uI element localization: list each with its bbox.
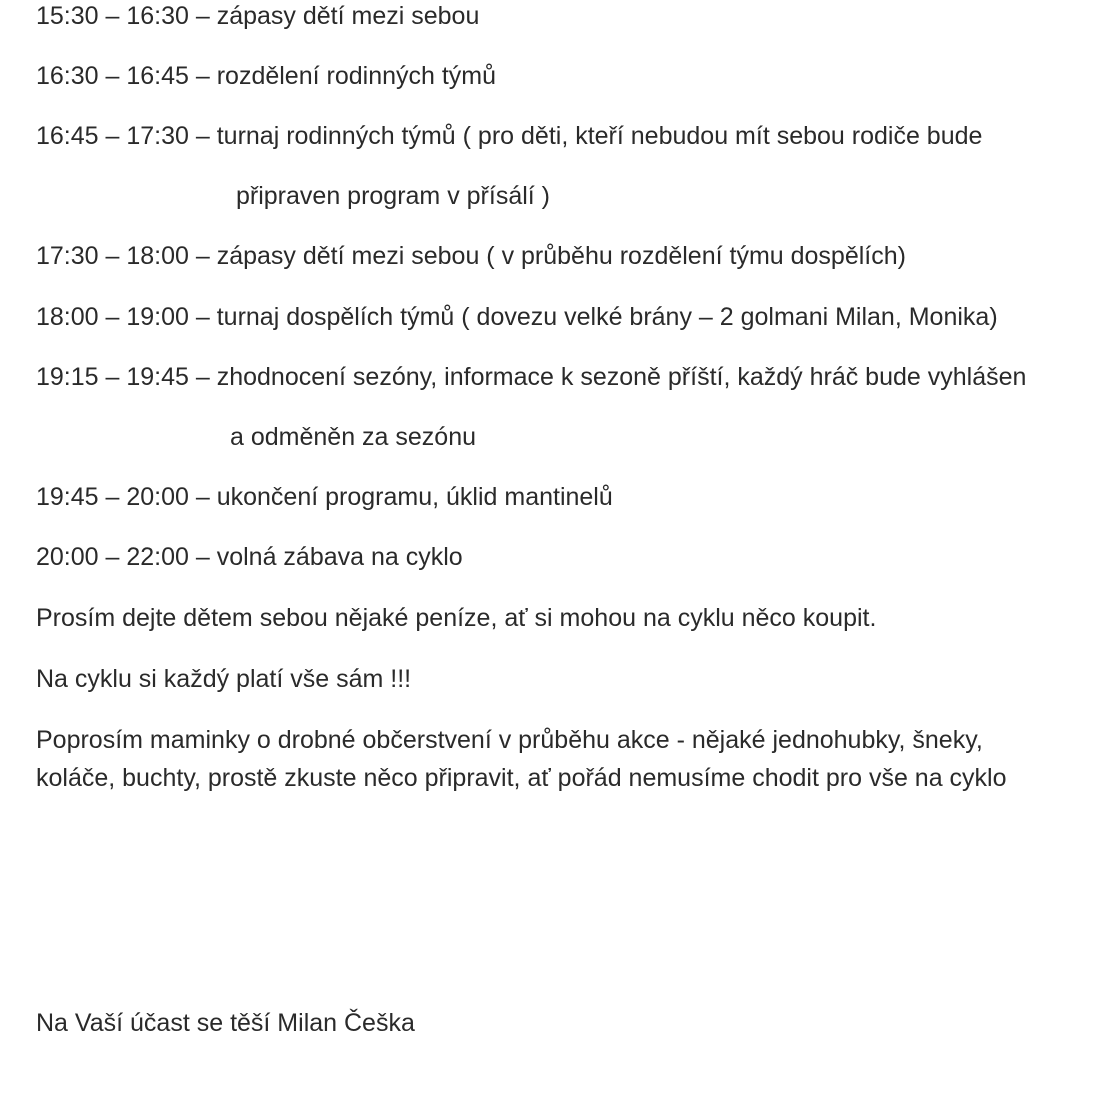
schedule-line-1915: 19:15 – 19:45 – zhodnocení sezóny, informace k sezoně příští, každý hráč bude vyhlášen bbox=[36, 363, 1027, 391]
note-refreshments-line-1: Poprosím maminky o drobné občerstvení v průběhu akce - nějaké jednohubky, šneky, bbox=[36, 726, 983, 754]
signature: Na Vaší účast se těší Milan Češka bbox=[36, 1009, 415, 1037]
schedule-line-1645: 16:45 – 17:30 – turnaj rodinných týmů ( pro děti, kteří nebudou mít sebou rodiče bude bbox=[36, 122, 983, 150]
schedule-line-1645-cont: připraven program v přísálí ) bbox=[236, 182, 551, 210]
schedule-line-1800: 18:00 – 19:00 – turnaj dospělích týmů ( dovezu velké brány – 2 golmani Milan, Monika) bbox=[36, 303, 998, 331]
schedule-line-1530: 15:30 – 16:30 – zápasy dětí mezi sebou bbox=[36, 2, 480, 30]
note-money: Prosím dejte dětem sebou nějaké peníze, ať si mohou na cyklu něco koupit. bbox=[36, 604, 877, 632]
note-pay-yourself: Na cyklu si každý platí vše sám !!! bbox=[36, 665, 412, 693]
schedule-line-1945: 19:45 – 20:00 – ukončení programu, úklid mantinelů bbox=[36, 483, 613, 511]
schedule-line-2000: 20:00 – 22:00 – volná zábava na cyklo bbox=[36, 543, 463, 571]
note-refreshments-line-2: koláče, buchty, prostě zkuste něco připravit, ať pořád nemusíme chodit pro vše na cyklo bbox=[36, 764, 1007, 792]
schedule-line-1730: 17:30 – 18:00 – zápasy dětí mezi sebou ( v průběhu rozdělení týmu dospělích) bbox=[36, 242, 906, 270]
schedule-line-1915-cont: a odměněn za sezónu bbox=[230, 423, 477, 451]
schedule-line-1630: 16:30 – 16:45 – rozdělení rodinných týmů bbox=[36, 62, 497, 90]
